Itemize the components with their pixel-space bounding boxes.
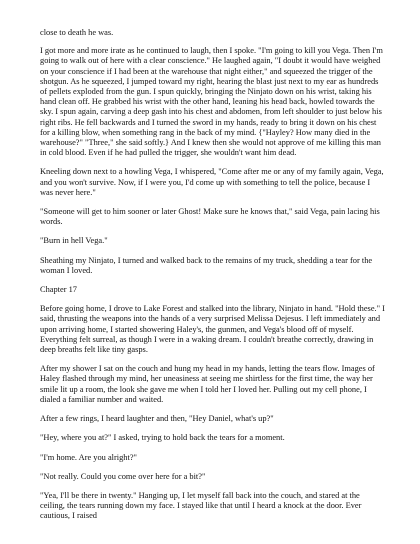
- paragraph: "Burn in hell Vega.": [40, 236, 108, 246]
- paragraph: After a few rings, I heard laughter and then, "Hey Daniel, what's up?": [40, 414, 274, 424]
- paragraph: Before going home, I drove to Lake Forest and stalked into the library, Ninjato in hand. "Hold these." I said, thrusting the weapons into the hands of a very surprised Melissa Dejesus. I left immediately and upon arriving home, I started showering Haley's, the gunmen, and Vega's blood off of myself. Everything felt surreal, as though I were in a waking dream. I couldn't breathe correctly, drawing in deep breaths felt like tiny gasps.: [40, 304, 385, 355]
- paragraph: After my shower I sat on the couch and hung my head in my hands, letting the tears flow. Images of Haley flashed through my mind, her uneasiness at seeing me shirtless for the first time, the way her smile lit up a room, the look she gave me when I told her I loved her. Pulling out my cell phone, I dialed a familiar number and waited.: [40, 364, 375, 404]
- paragraph: Kneeling down next to a howling Vega, I whispered, "Come after me or any of my family again, Vega, and you won't survive. Now, if I were you, I'd come up with something to tell the police, because I was never here.": [40, 167, 384, 197]
- chapter-heading: Chapter 17: [40, 285, 77, 295]
- paragraph: "Yea, I'll be there in twenty." Hanging up, I let myself fall back into the couch, and stared at the ceiling, the tears running down my face. I stayed like that until I heard a knock at the door. Ever cautious, I raised: [40, 490, 362, 521]
- paragraph: "I'm home. Are you alright?": [40, 452, 137, 462]
- paragraph: "Not really. Could you come over here for a bit?": [40, 471, 206, 481]
- paragraph: Sheathing my Ninjato, I turned and walked back to the remains of my truck, shedding a tear for the woman I loved.: [40, 255, 373, 275]
- document-page: [40, 28, 385, 522]
- paragraph: "Someone will get to him sooner or later Ghost! Make sure he knows that," said Vega, pain lacing his words.: [40, 207, 380, 227]
- paragraph: I got more and more irate as he continued to laugh, then I spoke. "I'm going to kill you Vega. Then I'm going to walk out of here with a clear conscience." He laughed again, "I doubt it would have weighed on your conscience if I had been at the warehouse that night either," and squeezed the trigger of the shotgun. As he squeezed, I jumped toward my right, hearing the blast just next to my ear as hundreds of pellets exploded from the gun. I spun quickly, bringing the Ninjato down on his wrist, taking his hand clean off. He grabbed his wrist with the other hand, leaning his head back, howled towards the sky. I spun again, carving a deep gash into his chest and abdomen, from left shoulder to just below his right ribs. He fell backwards and I turned the sword in my hands, ready to bring it down on his chest for a killing blow, when something rang in the back of my mind. {"Hayley? How many died in the warehouse?" "Three," she said softly.} And I knew then she would not approve of me killing this man in cold blood. Even if he had pulled the trigger, she wouldn't want him dead.: [40, 46, 383, 158]
- paragraph: "Hey, where you at?" I asked, trying to hold back the tears for a moment.: [40, 433, 285, 443]
- paragraph: close to death he was.: [40, 28, 114, 37]
